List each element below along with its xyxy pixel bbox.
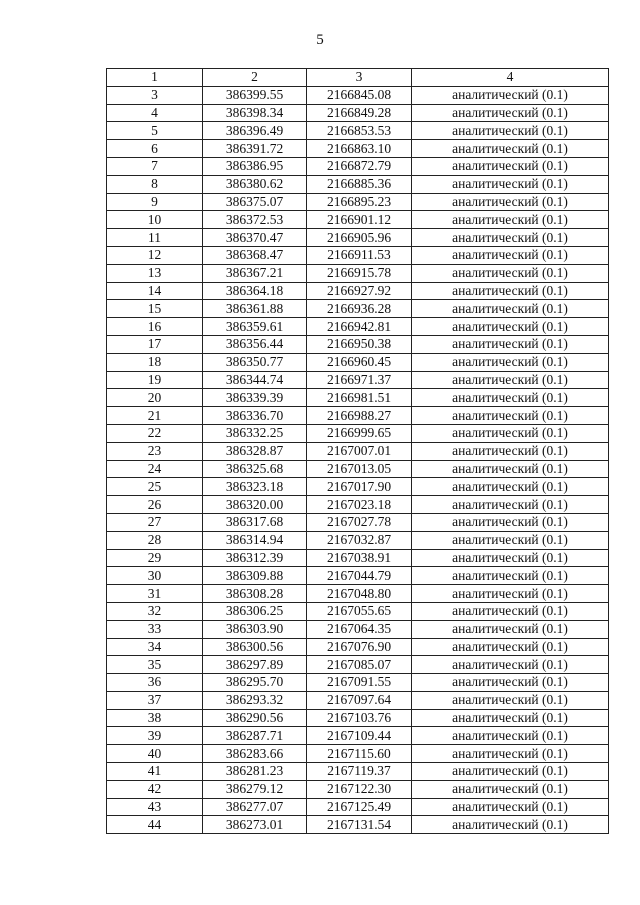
- x-coordinate-cell: 386290.56: [203, 709, 307, 727]
- y-coordinate-cell: 2166950.38: [307, 335, 412, 353]
- y-coordinate-cell: 2166872.79: [307, 157, 412, 175]
- x-coordinate-cell: 386391.72: [203, 140, 307, 158]
- point-number-cell: 36: [107, 674, 203, 692]
- y-coordinate-cell: 2166971.37: [307, 371, 412, 389]
- table-row: [107, 229, 609, 247]
- x-coordinate-cell: 386386.95: [203, 157, 307, 175]
- header-cell-2: 2: [203, 69, 307, 87]
- table-row: [107, 211, 609, 229]
- table-header: [107, 69, 609, 87]
- point-number-cell: 34: [107, 638, 203, 656]
- method-cell: аналитический (0.1): [412, 282, 609, 300]
- table-row: [107, 816, 609, 834]
- table-row: [107, 122, 609, 140]
- table-row: [107, 602, 609, 620]
- y-coordinate-cell: 2167064.35: [307, 620, 412, 638]
- y-coordinate-cell: 2166853.53: [307, 122, 412, 140]
- table-row: [107, 513, 609, 531]
- header-row: [107, 69, 609, 87]
- x-coordinate-cell: 386398.34: [203, 104, 307, 122]
- x-coordinate-cell: 386287.71: [203, 727, 307, 745]
- y-coordinate-cell: 2167007.01: [307, 442, 412, 460]
- y-coordinate-cell: 2166845.08: [307, 86, 412, 104]
- x-coordinate-cell: 386367.21: [203, 264, 307, 282]
- method-cell: аналитический (0.1): [412, 318, 609, 336]
- method-cell: аналитический (0.1): [412, 371, 609, 389]
- point-number-cell: 40: [107, 745, 203, 763]
- point-number-cell: 24: [107, 460, 203, 478]
- method-cell: аналитический (0.1): [412, 585, 609, 603]
- method-cell: аналитический (0.1): [412, 175, 609, 193]
- method-cell: аналитический (0.1): [412, 638, 609, 656]
- table-row: [107, 798, 609, 816]
- table-row: [107, 745, 609, 763]
- y-coordinate-cell: 2166999.65: [307, 424, 412, 442]
- point-number-cell: 14: [107, 282, 203, 300]
- point-number-cell: 32: [107, 602, 203, 620]
- table-row: [107, 264, 609, 282]
- table-row: [107, 763, 609, 781]
- y-coordinate-cell: 2166936.28: [307, 300, 412, 318]
- x-coordinate-cell: 386399.55: [203, 86, 307, 104]
- point-number-cell: 20: [107, 389, 203, 407]
- method-cell: аналитический (0.1): [412, 460, 609, 478]
- y-coordinate-cell: 2166942.81: [307, 318, 412, 336]
- table-row: [107, 727, 609, 745]
- page-number: 5: [316, 32, 324, 48]
- point-number-cell: 39: [107, 727, 203, 745]
- method-cell: аналитический (0.1): [412, 745, 609, 763]
- y-coordinate-cell: 2166981.51: [307, 389, 412, 407]
- method-cell: аналитический (0.1): [412, 122, 609, 140]
- y-coordinate-cell: 2166863.10: [307, 140, 412, 158]
- y-coordinate-cell: 2167044.79: [307, 567, 412, 585]
- method-cell: аналитический (0.1): [412, 674, 609, 692]
- table-row: [107, 246, 609, 264]
- table-row: [107, 104, 609, 122]
- method-cell: аналитический (0.1): [412, 389, 609, 407]
- y-coordinate-cell: 2167027.78: [307, 513, 412, 531]
- point-number-cell: 12: [107, 246, 203, 264]
- y-coordinate-cell: 2167091.55: [307, 674, 412, 692]
- y-coordinate-cell: 2167122.30: [307, 780, 412, 798]
- y-coordinate-cell: 2166895.23: [307, 193, 412, 211]
- y-coordinate-cell: 2167097.64: [307, 691, 412, 709]
- x-coordinate-cell: 386328.87: [203, 442, 307, 460]
- x-coordinate-cell: 386372.53: [203, 211, 307, 229]
- y-coordinate-cell: 2167119.37: [307, 763, 412, 781]
- point-number-cell: 11: [107, 229, 203, 247]
- point-number-cell: 43: [107, 798, 203, 816]
- header-cell-1: 1: [107, 69, 203, 87]
- method-cell: аналитический (0.1): [412, 567, 609, 585]
- table-body: [107, 86, 609, 833]
- x-coordinate-cell: 386368.47: [203, 246, 307, 264]
- point-number-cell: 27: [107, 513, 203, 531]
- y-coordinate-cell: 2167085.07: [307, 656, 412, 674]
- method-cell: аналитический (0.1): [412, 104, 609, 122]
- table-row: [107, 460, 609, 478]
- method-cell: аналитический (0.1): [412, 211, 609, 229]
- table-row: [107, 407, 609, 425]
- x-coordinate-cell: 386300.56: [203, 638, 307, 656]
- point-number-cell: 18: [107, 353, 203, 371]
- point-number-cell: 41: [107, 763, 203, 781]
- x-coordinate-cell: 386364.18: [203, 282, 307, 300]
- table-row: [107, 86, 609, 104]
- x-coordinate-cell: 386359.61: [203, 318, 307, 336]
- method-cell: аналитический (0.1): [412, 798, 609, 816]
- point-number-cell: 9: [107, 193, 203, 211]
- point-number-cell: 19: [107, 371, 203, 389]
- point-number-cell: 6: [107, 140, 203, 158]
- point-number-cell: 15: [107, 300, 203, 318]
- x-coordinate-cell: 386336.70: [203, 407, 307, 425]
- method-cell: аналитический (0.1): [412, 496, 609, 514]
- method-cell: аналитический (0.1): [412, 229, 609, 247]
- method-cell: аналитический (0.1): [412, 140, 609, 158]
- x-coordinate-cell: 386380.62: [203, 175, 307, 193]
- y-coordinate-cell: 2167109.44: [307, 727, 412, 745]
- table-row: [107, 335, 609, 353]
- point-number-cell: 26: [107, 496, 203, 514]
- table-row: [107, 442, 609, 460]
- point-number-cell: 4: [107, 104, 203, 122]
- table-row: [107, 424, 609, 442]
- x-coordinate-cell: 386325.68: [203, 460, 307, 478]
- y-coordinate-cell: 2167038.91: [307, 549, 412, 567]
- x-coordinate-cell: 386303.90: [203, 620, 307, 638]
- point-number-cell: 8: [107, 175, 203, 193]
- y-coordinate-cell: 2167032.87: [307, 531, 412, 549]
- point-number-cell: 25: [107, 478, 203, 496]
- y-coordinate-cell: 2167125.49: [307, 798, 412, 816]
- y-coordinate-cell: 2166905.96: [307, 229, 412, 247]
- x-coordinate-cell: 386312.39: [203, 549, 307, 567]
- x-coordinate-cell: 386281.23: [203, 763, 307, 781]
- point-number-cell: 23: [107, 442, 203, 460]
- table-row: [107, 193, 609, 211]
- method-cell: аналитический (0.1): [412, 531, 609, 549]
- method-cell: аналитический (0.1): [412, 709, 609, 727]
- method-cell: аналитический (0.1): [412, 300, 609, 318]
- point-number-cell: 17: [107, 335, 203, 353]
- point-number-cell: 10: [107, 211, 203, 229]
- point-number-cell: 42: [107, 780, 203, 798]
- table-row: [107, 531, 609, 549]
- x-coordinate-cell: 386332.25: [203, 424, 307, 442]
- table-row: [107, 656, 609, 674]
- point-number-cell: 16: [107, 318, 203, 336]
- table-row: [107, 140, 609, 158]
- method-cell: аналитический (0.1): [412, 816, 609, 834]
- y-coordinate-cell: 2167055.65: [307, 602, 412, 620]
- method-cell: аналитический (0.1): [412, 264, 609, 282]
- x-coordinate-cell: 386375.07: [203, 193, 307, 211]
- table-row: [107, 371, 609, 389]
- method-cell: аналитический (0.1): [412, 513, 609, 531]
- y-coordinate-cell: 2167017.90: [307, 478, 412, 496]
- x-coordinate-cell: 386309.88: [203, 567, 307, 585]
- table-row: [107, 353, 609, 371]
- method-cell: аналитический (0.1): [412, 246, 609, 264]
- method-cell: аналитический (0.1): [412, 353, 609, 371]
- x-coordinate-cell: 386293.32: [203, 691, 307, 709]
- x-coordinate-cell: 386297.89: [203, 656, 307, 674]
- table-row: [107, 691, 609, 709]
- y-coordinate-cell: 2167023.18: [307, 496, 412, 514]
- method-cell: аналитический (0.1): [412, 602, 609, 620]
- table-row: [107, 282, 609, 300]
- header-cell-4: 4: [412, 69, 609, 87]
- table-row: [107, 638, 609, 656]
- x-coordinate-cell: 386295.70: [203, 674, 307, 692]
- y-coordinate-cell: 2166988.27: [307, 407, 412, 425]
- y-coordinate-cell: 2167131.54: [307, 816, 412, 834]
- y-coordinate-cell: 2166849.28: [307, 104, 412, 122]
- method-cell: аналитический (0.1): [412, 478, 609, 496]
- point-number-cell: 37: [107, 691, 203, 709]
- method-cell: аналитический (0.1): [412, 727, 609, 745]
- x-coordinate-cell: 386283.66: [203, 745, 307, 763]
- x-coordinate-cell: 386314.94: [203, 531, 307, 549]
- table-row: [107, 780, 609, 798]
- x-coordinate-cell: 386320.00: [203, 496, 307, 514]
- table-row: [107, 318, 609, 336]
- y-coordinate-cell: 2166927.92: [307, 282, 412, 300]
- table-row: [107, 300, 609, 318]
- point-number-cell: 22: [107, 424, 203, 442]
- table-row: [107, 567, 609, 585]
- x-coordinate-cell: 386306.25: [203, 602, 307, 620]
- y-coordinate-cell: 2166915.78: [307, 264, 412, 282]
- y-coordinate-cell: 2166960.45: [307, 353, 412, 371]
- point-number-cell: 13: [107, 264, 203, 282]
- y-coordinate-cell: 2167115.60: [307, 745, 412, 763]
- table-row: [107, 585, 609, 603]
- method-cell: аналитический (0.1): [412, 193, 609, 211]
- point-number-cell: 7: [107, 157, 203, 175]
- point-number-cell: 38: [107, 709, 203, 727]
- table-row: [107, 549, 609, 567]
- x-coordinate-cell: 386273.01: [203, 816, 307, 834]
- point-number-cell: 31: [107, 585, 203, 603]
- x-coordinate-cell: 386356.44: [203, 335, 307, 353]
- y-coordinate-cell: 2167076.90: [307, 638, 412, 656]
- method-cell: аналитический (0.1): [412, 407, 609, 425]
- point-number-cell: 3: [107, 86, 203, 104]
- y-coordinate-cell: 2166901.12: [307, 211, 412, 229]
- point-number-cell: 44: [107, 816, 203, 834]
- point-number-cell: 5: [107, 122, 203, 140]
- y-coordinate-cell: 2167013.05: [307, 460, 412, 478]
- table-row: [107, 674, 609, 692]
- x-coordinate-cell: 386396.49: [203, 122, 307, 140]
- x-coordinate-cell: 386350.77: [203, 353, 307, 371]
- header-cell-3: 3: [307, 69, 412, 87]
- table-row: [107, 175, 609, 193]
- method-cell: аналитический (0.1): [412, 620, 609, 638]
- method-cell: аналитический (0.1): [412, 335, 609, 353]
- table-row: [107, 157, 609, 175]
- method-cell: аналитический (0.1): [412, 656, 609, 674]
- point-number-cell: 33: [107, 620, 203, 638]
- point-number-cell: 28: [107, 531, 203, 549]
- x-coordinate-cell: 386361.88: [203, 300, 307, 318]
- method-cell: аналитический (0.1): [412, 86, 609, 104]
- x-coordinate-cell: 386277.07: [203, 798, 307, 816]
- x-coordinate-cell: 386323.18: [203, 478, 307, 496]
- point-number-cell: 21: [107, 407, 203, 425]
- method-cell: аналитический (0.1): [412, 763, 609, 781]
- method-cell: аналитический (0.1): [412, 780, 609, 798]
- y-coordinate-cell: 2166885.36: [307, 175, 412, 193]
- method-cell: аналитический (0.1): [412, 691, 609, 709]
- y-coordinate-cell: 2167048.80: [307, 585, 412, 603]
- table-row: [107, 709, 609, 727]
- y-coordinate-cell: 2167103.76: [307, 709, 412, 727]
- method-cell: аналитический (0.1): [412, 424, 609, 442]
- x-coordinate-cell: 386339.39: [203, 389, 307, 407]
- x-coordinate-cell: 386308.28: [203, 585, 307, 603]
- table-row: [107, 478, 609, 496]
- table-row: [107, 620, 609, 638]
- x-coordinate-cell: 386279.12: [203, 780, 307, 798]
- point-number-cell: 35: [107, 656, 203, 674]
- x-coordinate-cell: 386317.68: [203, 513, 307, 531]
- method-cell: аналитический (0.1): [412, 157, 609, 175]
- method-cell: аналитический (0.1): [412, 549, 609, 567]
- point-number-cell: 30: [107, 567, 203, 585]
- table-row: [107, 389, 609, 407]
- coordinates-table: [106, 68, 609, 834]
- x-coordinate-cell: 386370.47: [203, 229, 307, 247]
- point-number-cell: 29: [107, 549, 203, 567]
- x-coordinate-cell: 386344.74: [203, 371, 307, 389]
- y-coordinate-cell: 2166911.53: [307, 246, 412, 264]
- table-row: [107, 496, 609, 514]
- method-cell: аналитический (0.1): [412, 442, 609, 460]
